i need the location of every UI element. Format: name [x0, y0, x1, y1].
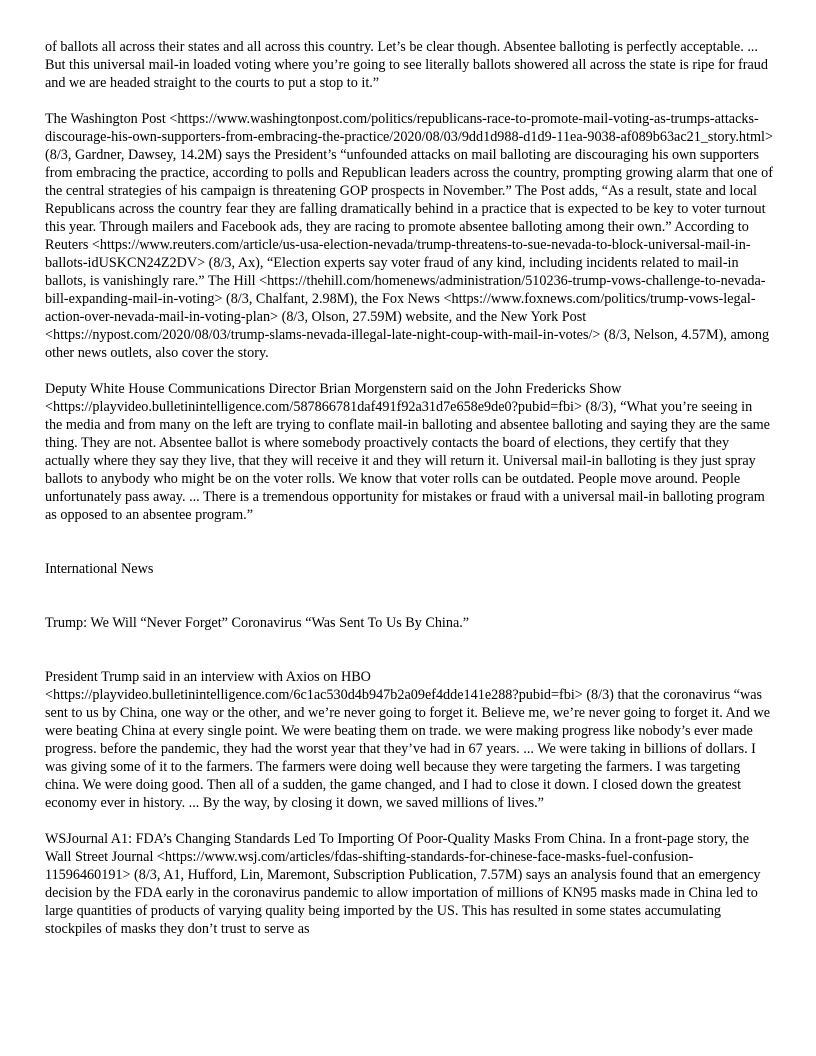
paragraph-axios-interview: President Trump said in an interview with Axios on HBO <https://playvideo.bulletinintelligence.com/6c1ac530d4b947b2a09ef4dde141e288?pubid=fbi> (8/3) that the coronavirus “was sent to us by China, one way or the other, and we’re never going to forget it. Believe me, we’re never going to forget it. And we were beating China at every single point. We were beating them on trade. we were making progress like nobody’s ever made progress. before the pandemic, they had the worst year that they’ve had in 67 years. ... We were taking in billions of dollars. I was giving some of it to the farmers. The farmers were doing well because they were targeting the farmers. I was targeting china. We were doing good. Then all of a sudden, the game changed, and I had to close it down. I closed down the greatest economy ever in history. ... By the way, by closing it down, we saved millions of lives.” — [45, 669, 771, 811]
paragraph-morgenstern: Deputy White House Communications Director Brian Morgenstern said on the John Fredericks Show <https://playvideo.bulletinintelligence.com/587866781daf491f92a31d7e658e9de0?pubid=fbi> (8/3), “What you’re seeing in the media and from many on the left are trying to conflate mail-in balloting and absentee balloting and saying they are the same thing. They are not. Absentee ballot is where somebody proactively contacts the board of elections, they certify that they actually where they say they live, that they will receive it and they will return it. Universal mail-in balloting is they just spray ballots to anybody who might be on the voter rolls. We know that voter rolls can be outdated. People move around. People unfortunately pass away. ... There is a tremendous opportunity for mistakes or fraud with a universal mail-in balloting program as opposed to an absentee program.” — [45, 381, 770, 523]
headline-never-forget: Trump: We Will “Never Forget” Coronavirus “Was Sent To Us By China.” — [45, 615, 470, 631]
document-page — [45, 38, 773, 938]
paragraph-wsj-masks: WSJournal A1: FDA’s Changing Standards Led To Importing Of Poor-Quality Masks From China. In a front-page story, the Wall Street Journal <https://www.wsj.com/articles/fdas-shifting-standards-for-chinese-face-masks-fuel-confusion-11596460191> (8/3, A1, Hufford, Lin, Maremont, Subscription Publication, 7.57M) says an analysis found that an emergency decision by the FDA early in the coronavirus pandemic to allow importation of millions of KN95 masks made in China led to large quantities of products of varying quality being imported by the US. This has resulted in some states accumulating stockpiles of masks they don’t trust to serve as — [45, 831, 761, 937]
paragraph-washington-post: The Washington Post <https://www.washingtonpost.com/politics/republicans-race-to-promote-mail-voting-as-trumps-attacks-discourage-his-own-supporters-from-embracing-the-practice/2020/08/03/9dd1d988-d1d9-11ea-9038-af089b63ac21_story.html> (8/3, Gardner, Dawsey, 14.2M) says the President’s “unfounded attacks on mail balloting are discouraging his own supporters from embracing the practice, according to polls and Republican leaders across the country, prompting growing alarm that one of the central strategies of his campaign is threatening GOP prospects in November.” The Post adds, “As a result, state and local Republicans across the country fear they are falling dramatically behind in a practice that is expected to be key to voter turnout this year. Through mailers and Facebook ads, they are racing to promote absentee balloting among their own.” According to Reuters <https://www.reuters.com/article/us-usa-election-nevada/trump-threatens-to-sue-nevada-to-block-universal-mail-in-ballots-idUSKCN24Z2DV> (8/3, Ax), “Election experts say voter fraud of any kind, including incidents related to mail-in ballots, is vanishingly rare.” The Hill <https://thehill.com/homenews/administration/510236-trump-vows-challenge-to-nevada-bill-expanding-mail-in-voting> (8/3, Chalfant, 2.98M), the Fox News <https://www.foxnews.com/politics/trump-vows-legal-action-over-nevada-mail-in-voting-plan> (8/3, Olson, 27.59M) website, and the New York Post <https://nypost.com/2020/08/03/trump-slams-nevada-illegal-late-night-coup-with-mail-in-votes/> (8/3, Nelson, 4.57M), among other news outlets, also cover the story. — [45, 111, 773, 361]
paragraph-absentee-quote: of ballots all across their states and all across this country. Let’s be clear though. Absentee balloting is perfectly acceptable. ... But this universal mail-in loaded voting where you’re going to see literally ballots showered all across the state is ripe for fraud and we are headed straight to the courts to put a stop to it.” — [45, 39, 768, 91]
section-heading-international-news: International News — [45, 561, 154, 577]
